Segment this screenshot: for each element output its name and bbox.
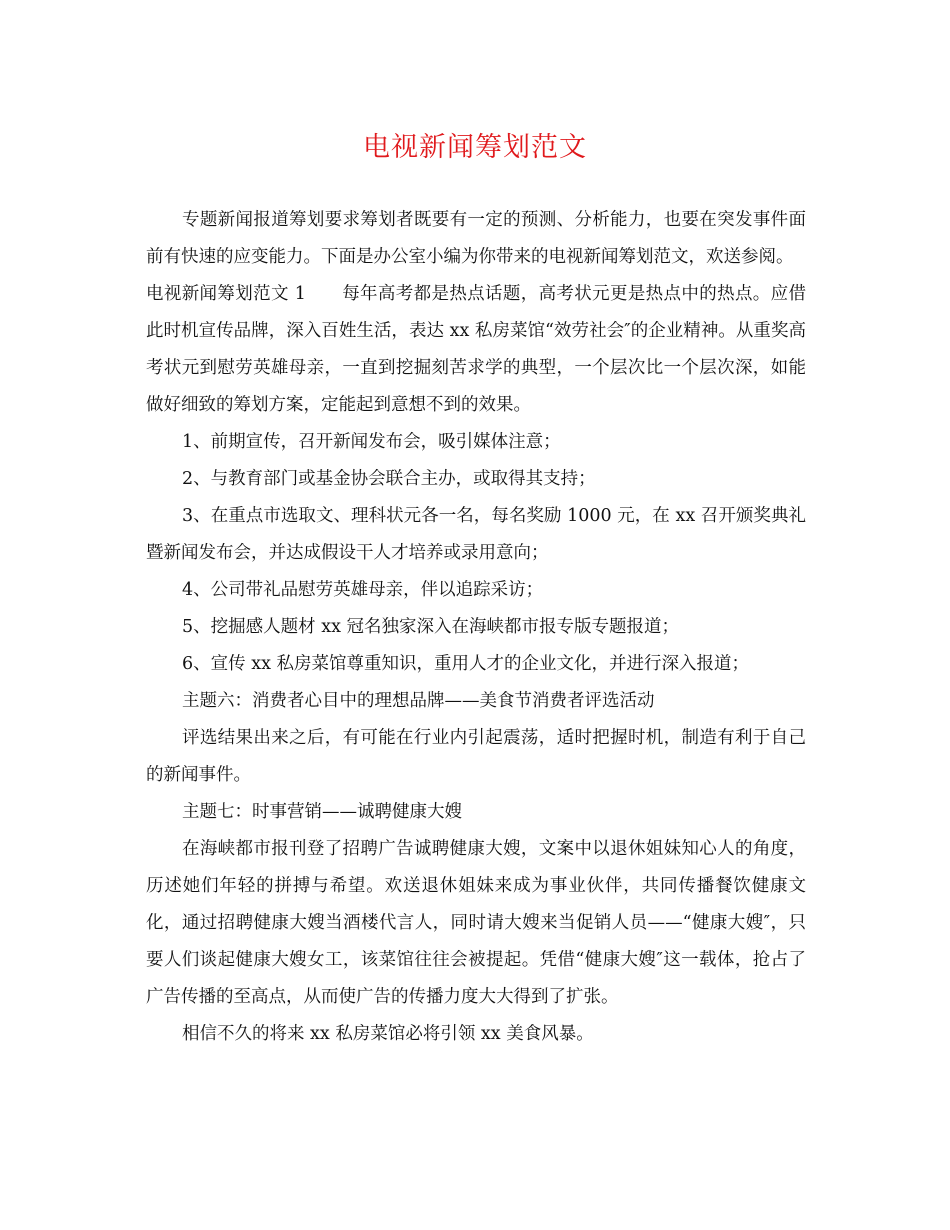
intro-paragraph: 专题新闻报道筹划要求筹划者既要有一定的预测、分析能力，也要在突发事件面前有快速的应变能力。下面是办公室小编为你带来的电视新闻筹划范文，欢送参阅。 bbox=[146, 210, 806, 267]
theme6-paragraph: 评选结果出来之后，有可能在行业内引起震荡，适时把握时机，制造有利于自己的新闻事件。 bbox=[146, 728, 806, 785]
closing-paragraph: 相信不久的将来 xx 私房菜馆必将引领 xx 美食风暴。 bbox=[182, 1024, 594, 1044]
list-item: 6、宣传 xx 私房菜馆尊重知识，重用人才的企业文化，并进行深入报道； bbox=[182, 654, 749, 674]
list-item: 5、挖掘感人题材 xx 冠名独家深入在海峡都市报专版专题报道； bbox=[182, 617, 679, 637]
theme7-heading: 主题七：时事营销——诚聘健康大嫂 bbox=[182, 802, 462, 822]
section1-paragraph bbox=[146, 276, 806, 424]
list-item: 3、在重点市选取文、理科状元各一名，每名奖励 1000 元，在 xx 召开颁奖典礼暨新闻发布会，并达成假设干人才培养或录用意向； bbox=[146, 506, 806, 563]
section1-text: 每年高考都是热点话题，高考状元更是热点中的热点。应借此时机宣传品牌，深入百姓生活，表达 xx 私房菜馆“效劳社会″的企业精神。从重奖高考状元到慰劳英雄母亲，一直到挖掘刻苦求学的典型，一个层次比一个层次深，如能做好细致的筹划方案，定能起到意想不到的效果。 bbox=[146, 284, 806, 415]
list-item: 4、公司带礼品慰劳英雄母亲，伴以追踪采访； bbox=[182, 580, 544, 600]
section1-heading: 电视新闻筹划范文 1 bbox=[146, 284, 306, 304]
theme6-heading: 主题六：消费者心目中的理想品牌——美食节消费者评选活动 bbox=[182, 691, 655, 711]
document-body bbox=[146, 202, 806, 1053]
list-item: 1、前期宣传，召开新闻发布会，吸引媒体注意； bbox=[182, 432, 561, 452]
theme7-paragraph: 在海峡都市报刊登了招聘广告诚聘健康大嫂，文案中以退休姐妹知心人的角度，历述她们年轻的拼搏与希望。欢送退休姐妹来成为事业伙伴，共同传播餐饮健康文化，通过招聘健康大嫂当酒楼代言人，同时请大嫂来当促销人员——“健康大嫂″，只要人们谈起健康大嫂女工，该菜馆往往会被提起。凭借“健康大嫂″这一载体，抢占了广告传播的至高点，从而使广告的传播力度大大得到了扩张。 bbox=[146, 839, 806, 1007]
document-title: 电视新闻筹划范文 bbox=[363, 132, 587, 163]
list-item: 2、与教育部门或基金协会联合主办，或取得其支持； bbox=[182, 469, 596, 489]
